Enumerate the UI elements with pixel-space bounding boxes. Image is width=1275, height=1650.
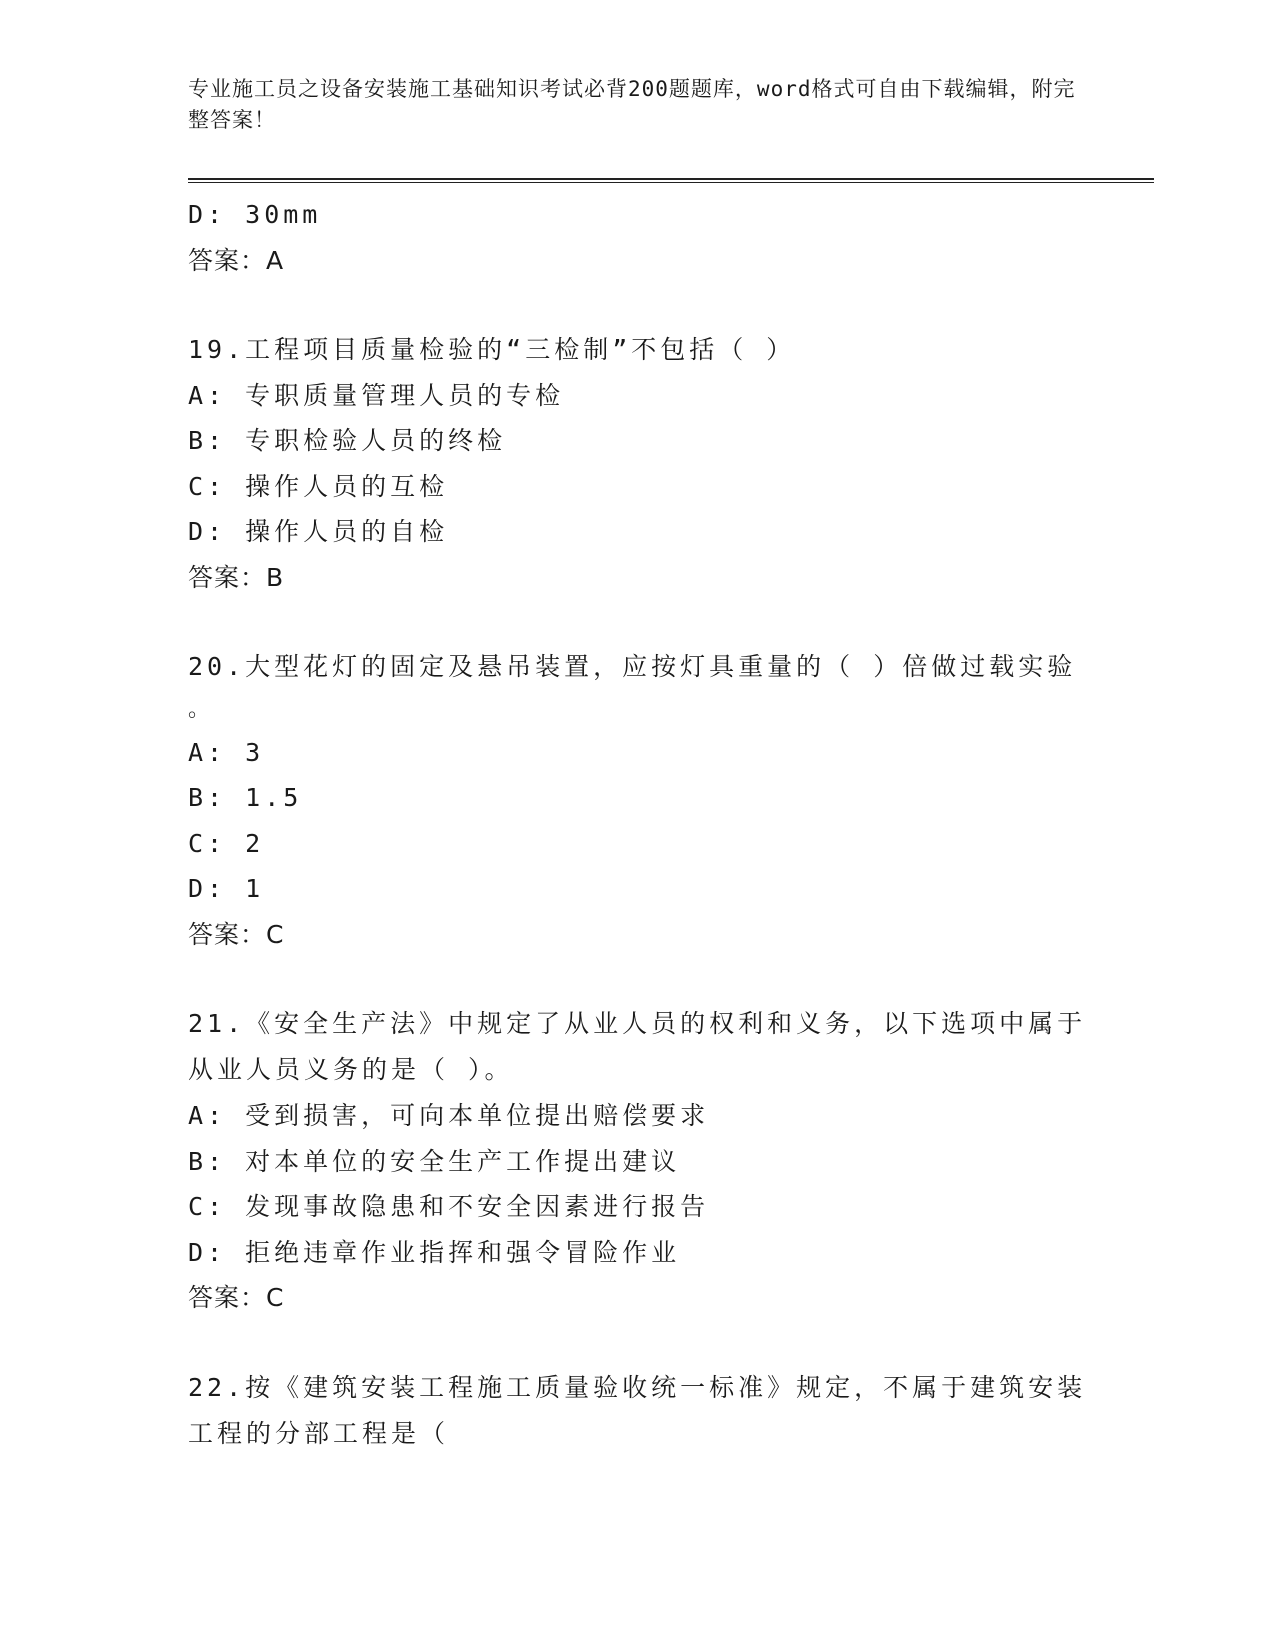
question-19 [188,327,1088,600]
option-d: D: 1 [188,874,265,903]
question-22 [188,1365,1088,1457]
question-text: 19.工程项目质量检验的“三检制”不包括（ ） [188,335,796,364]
answer-label: 答案：B [188,562,285,592]
question-list [188,192,1088,1457]
option-a: A: 受到损害，可向本单位提出赔偿要求 [188,1101,710,1130]
option-b: B: 1.5 [188,783,303,812]
answer-label: 答案：C [188,919,285,949]
header-divider [188,178,1154,183]
page-header-title: 专业施工员之设备安装施工基础知识考试必背200题题库，word格式可自由下载编辑，附完整答案！ [188,77,1076,132]
option-d: D: 30mm [188,200,322,229]
option-a: A: 专职质量管理人员的专检 [188,380,565,410]
answer-label: 答案：C [188,1283,285,1312]
answer-label: 答案：A [188,245,285,275]
question-text: 20.大型花灯的固定及悬吊装置，应按灯具重量的（ ）倍做过载实验 [188,652,1077,681]
question-21 [188,1001,1088,1321]
option-d: D: 操作人员的自检 [188,517,449,546]
option-d: D: 拒绝违章作业指挥和强令冒险作业 [188,1237,681,1267]
question-text: 21.《安全生产法》中规定了从业人员的权利和义务，以下选项中属于从业人员义务的是（ ）。 [188,1009,1087,1084]
question-20 [188,644,1088,957]
option-b: B: 对本单位的安全生产工作提出建议 [188,1146,681,1176]
option-b: B: 专职检验人员的终检 [188,426,507,455]
option-c: C: 操作人员的互检 [188,471,449,501]
previous-question-tail [188,192,1088,283]
option-c: C: 2 [188,828,265,858]
option-a: A: 3 [188,737,265,767]
question-text-continuation: 。 [188,696,215,722]
question-text: 22.按《建筑安装工程施工质量验收统一标准》规定，不属于建筑安装工程的分部工程是（ [188,1372,1087,1448]
option-c: C: 发现事故隐患和不安全因素进行报告 [188,1192,710,1221]
